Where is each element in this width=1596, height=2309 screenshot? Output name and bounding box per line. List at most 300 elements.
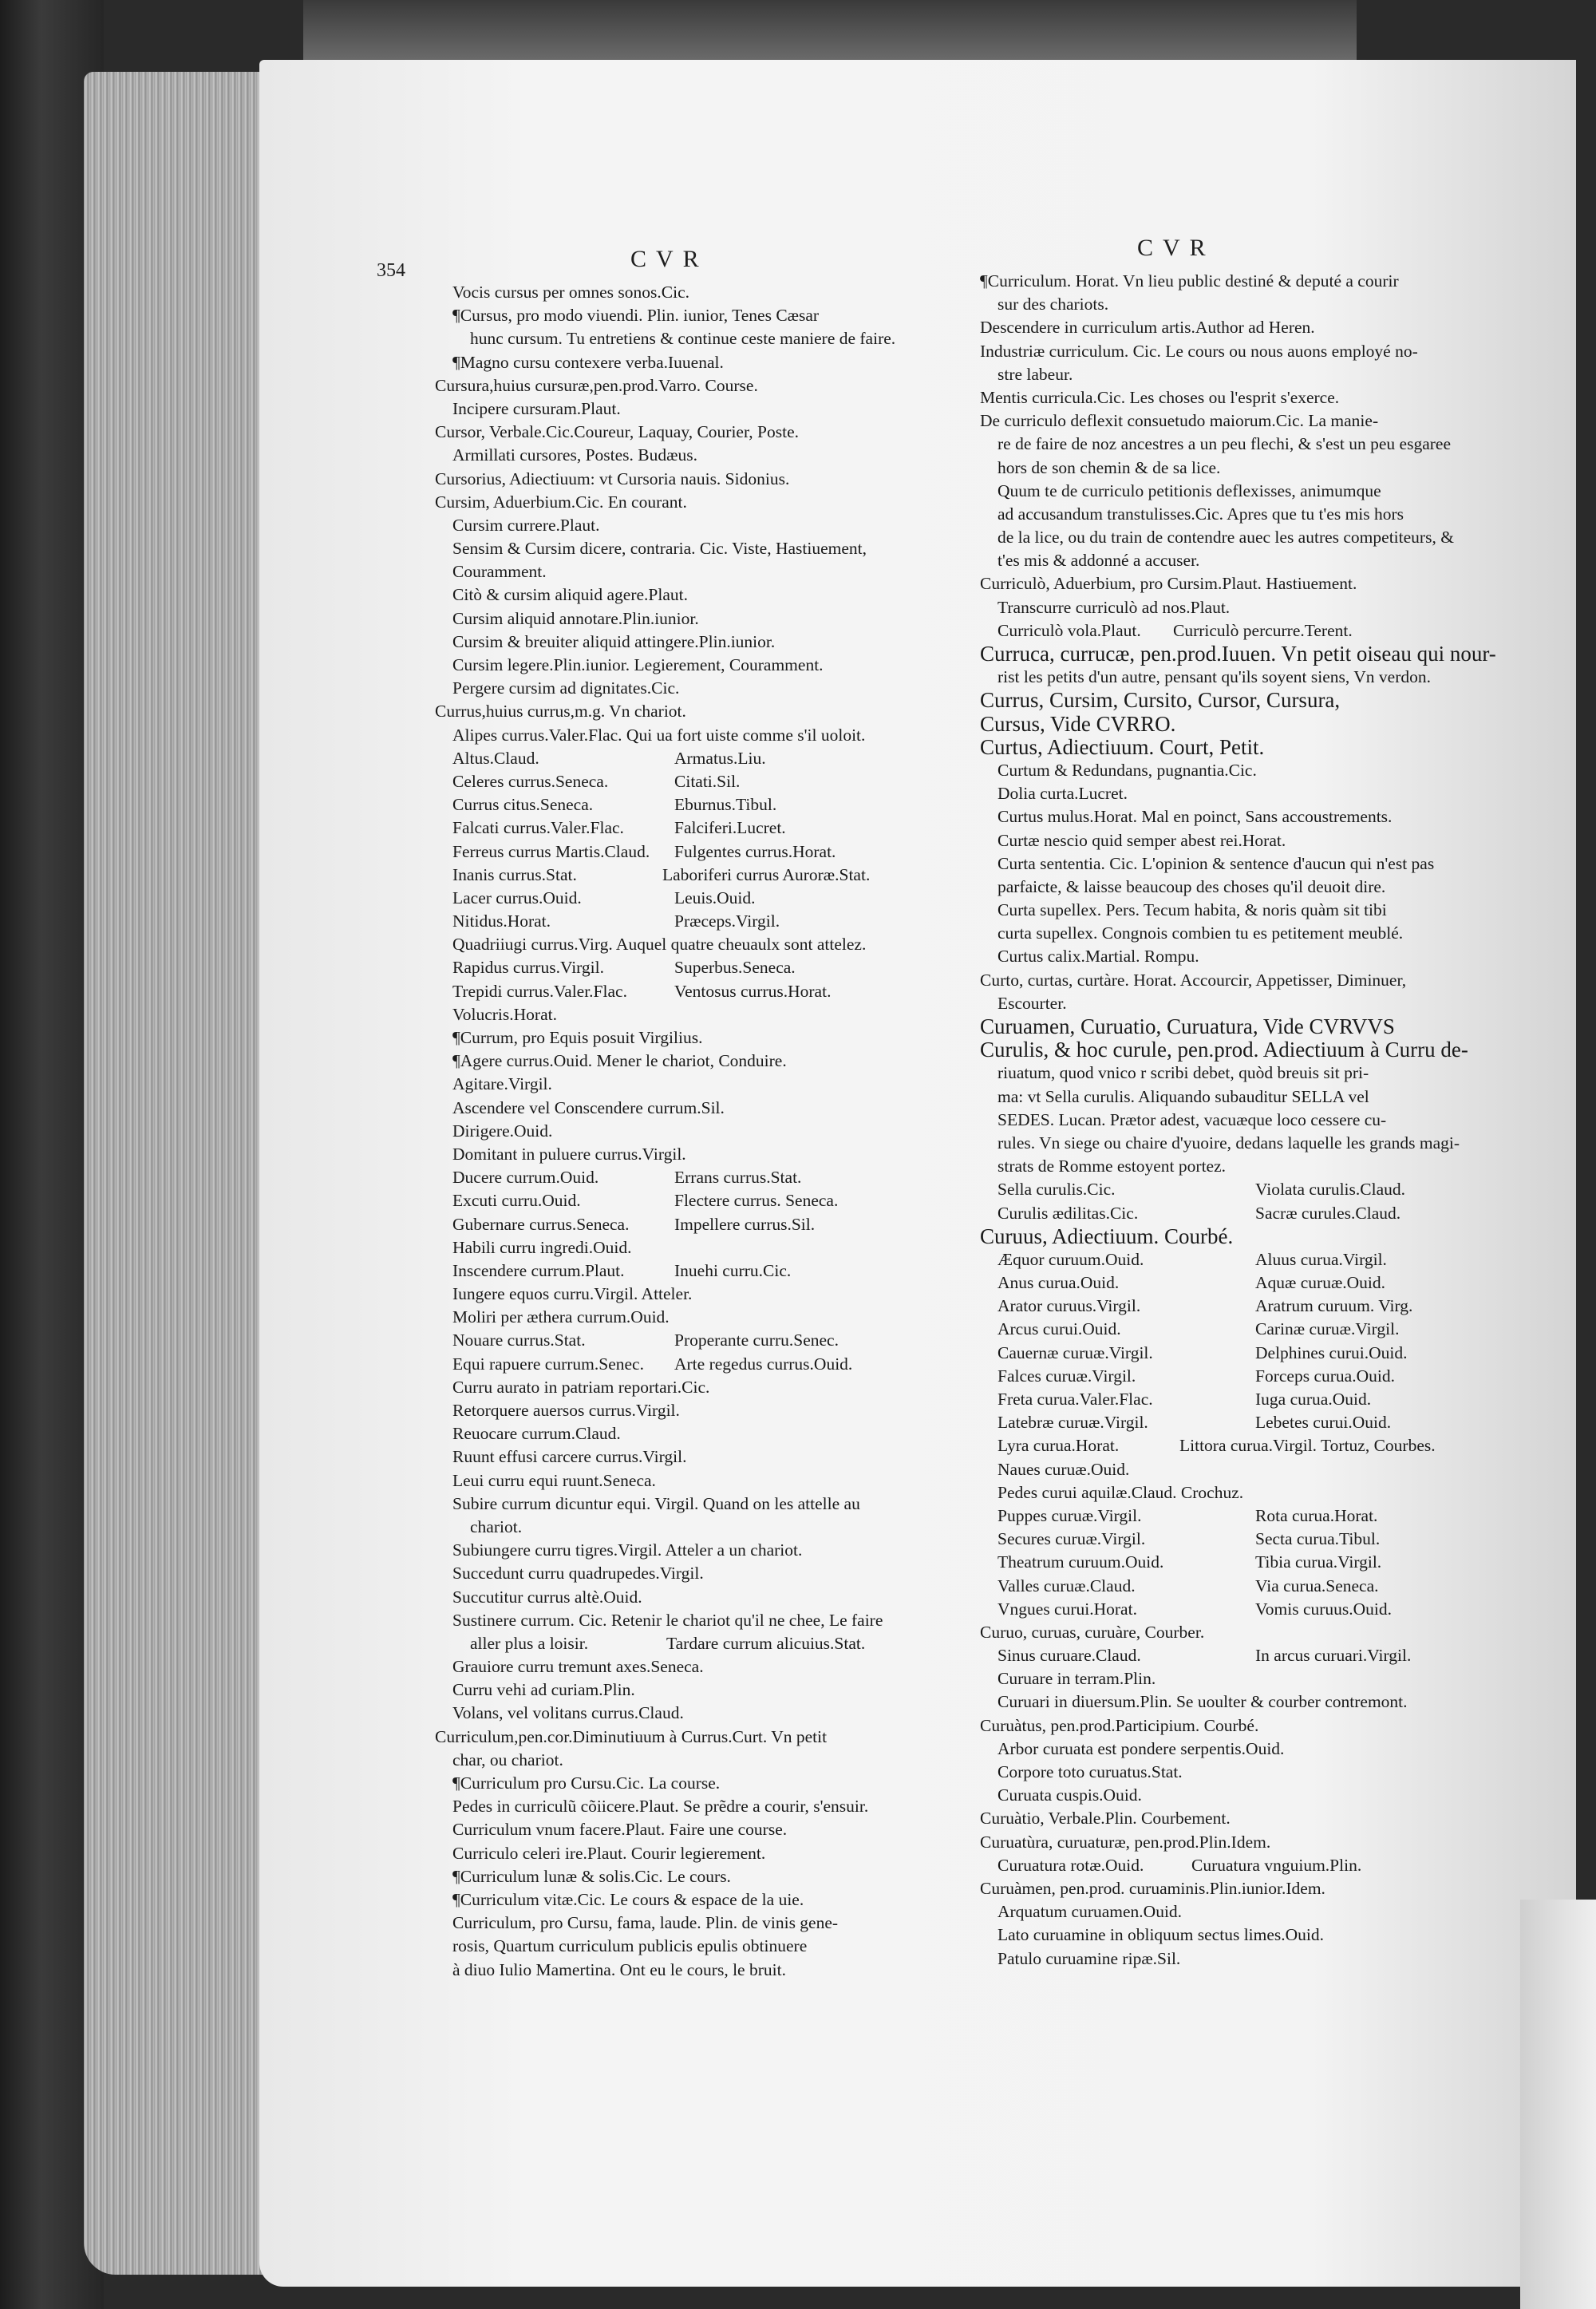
dictionary-line: [435, 700, 938, 723]
entry-text: Valles curuæ.Claud.: [998, 1576, 1136, 1595]
page-number: 354: [377, 260, 405, 281]
dictionary-line: [980, 852, 1451, 876]
dictionary-line: [435, 560, 938, 583]
entry-text: Latebræ curuæ.Virgil.: [998, 1413, 1148, 1433]
dictionary-line: [435, 1026, 938, 1050]
entry-text-second: Aratrum curuum. Virg.: [1255, 1296, 1413, 1316]
dictionary-line: [435, 1609, 938, 1632]
entry-text-second: Eburnus.Tibul.: [674, 795, 777, 815]
dictionary-line: [980, 969, 1451, 992]
entry-text: Sella curulis.Cic.: [998, 1180, 1116, 1200]
entry-text: chariot.: [470, 1516, 523, 1536]
entry-text: Curtus mulus.Horat. Mal en poinct, Sans accoustrements.: [998, 807, 1393, 827]
dictionary-line: [980, 572, 1451, 595]
dictionary-line: [980, 1690, 1451, 1714]
dictionary-line: [435, 491, 938, 514]
dictionary-line: [435, 770, 938, 793]
dictionary-line: [435, 1189, 938, 1212]
entry-text-second: Properante curru.Senec.: [674, 1330, 839, 1350]
entry-text: ¶Curriculum vitæ.Cic. Le cours & espace de la uie.: [452, 1889, 804, 1909]
dictionary-line: [980, 713, 1451, 736]
entry-text: Habili curru ingredi.Ouid.: [452, 1237, 632, 1257]
entry-text: Falcati currus.Valer.Flac.: [452, 818, 624, 838]
dictionary-line: [435, 1842, 938, 1865]
entry-text: Curriculò, Aduerbium, pro Cursim.Plaut. Hastiuement.: [980, 574, 1357, 594]
dictionary-line: [980, 759, 1451, 782]
dictionary-line: [435, 1586, 938, 1609]
dictionary-line: [435, 980, 938, 1003]
entry-text: Ferreus currus Martis.Claud.: [452, 841, 650, 861]
entry-text: Curtum & Redundans, pugnantia.Cic.: [998, 760, 1257, 780]
dictionary-line: [980, 1644, 1451, 1667]
dictionary-line: [435, 1562, 938, 1585]
entry-text: ¶Curriculum lunæ & solis.Cic. Le cours.: [452, 1866, 731, 1886]
dictionary-line: [435, 1912, 938, 1935]
entry-text-second: Curriculò percurre.Terent.: [1173, 620, 1353, 640]
entry-text: Transcurre curriculò ad nos.Plaut.: [998, 597, 1231, 617]
dictionary-line: [435, 1236, 938, 1259]
dictionary-line: [435, 374, 938, 397]
dictionary-line: [980, 1085, 1451, 1109]
entry-text-second: Armatus.Liu.: [674, 748, 766, 768]
entry-text: Industriæ curriculum. Cic. Le cours ou nous auons employé no-: [980, 341, 1418, 361]
dictionary-line: [980, 1504, 1451, 1528]
dictionary-line: [980, 1318, 1451, 1341]
entry-text: char, ou chariot.: [452, 1750, 563, 1769]
entry-text: Naues curuæ.Ouid.: [998, 1459, 1130, 1479]
entry-text: Agitare.Virgil.: [452, 1074, 552, 1094]
entry-text: à diuo Iulio Mamertina. Ont eu le cours, le bruit.: [452, 1959, 786, 1979]
entry-text: Anus curua.Ouid.: [998, 1273, 1120, 1293]
entry-text: rist les petits d'un autre, pensant qu'ils soyent siens, Vn verdon.: [998, 667, 1431, 687]
entry-text: Curtæ nescio quid semper abest rei.Horat.: [998, 830, 1286, 850]
entry-text: t'es mis & addonné a accuser.: [998, 551, 1200, 571]
dictionary-line: [980, 457, 1451, 480]
entry-text: Curuàtio, Verbale.Plin. Courbement.: [980, 1809, 1231, 1829]
entry-text: Curriculum vnum facere.Plaut. Faire une course.: [452, 1820, 788, 1840]
dictionary-line: [435, 816, 938, 840]
entry-text: Arquatum curuamen.Ouid.: [998, 1902, 1183, 1922]
entry-text: Leui curru equi ruunt.Seneca.: [452, 1470, 656, 1490]
dictionary-line: [980, 1225, 1451, 1248]
dictionary-line: [980, 526, 1454, 549]
dictionary-line: [435, 1143, 938, 1166]
dictionary-line: [980, 1411, 1451, 1434]
entry-text-second: Flectere currus. Seneca.: [674, 1191, 839, 1211]
entry-text: Curriculum, pro Cursu, fama, laude. Plin. de vinis gene-: [452, 1913, 839, 1933]
entry-text: Currus, Cursim, Cursito, Cursor, Cursura,: [980, 688, 1341, 713]
entry-text: Theatrum curuum.Ouid.: [998, 1552, 1164, 1572]
entry-text: re de faire de noz ancestres a un peu flechi, & s'est un peu esgaree: [998, 434, 1451, 454]
entry-text-second: Secta curua.Tibul.: [1255, 1529, 1381, 1549]
dictionary-line: [980, 1434, 1451, 1457]
entry-text: rosis, Quartum curriculum publicis epulis obtinuere: [452, 1936, 808, 1956]
dictionary-line: [980, 293, 1451, 316]
dictionary-line: [980, 829, 1451, 852]
entry-text-second: Laboriferi currus Auroræ.Stat.: [662, 864, 871, 884]
dictionary-line: [980, 1271, 1451, 1295]
entry-text-second: Lebetes curui.Ouid.: [1255, 1413, 1392, 1433]
entry-text: Volans, vel volitans currus.Claud.: [452, 1703, 684, 1723]
entry-text: Subiungere curru tigres.Virgil. Atteler a un chariot.: [452, 1540, 803, 1560]
dictionary-line: [435, 304, 938, 327]
entry-text: ¶Currum, pro Equis posuit Virgilius.: [452, 1028, 703, 1047]
entry-text: Patulo curuamine ripæ.Sil.: [998, 1948, 1181, 1968]
dictionary-line: [435, 1749, 938, 1772]
entry-text: Incipere cursuram.Plaut.: [452, 398, 621, 418]
dictionary-line: [980, 782, 1451, 805]
entry-text-second: Forceps curua.Ouid.: [1255, 1366, 1395, 1386]
entry-text: Curuo, curuas, curuàre, Courber.: [980, 1622, 1205, 1642]
book-cover-top: [303, 0, 1357, 60]
entry-text: Pergere cursim ad dignitates.Cic.: [452, 678, 680, 698]
dictionary-line: [435, 793, 938, 816]
dictionary-line: [435, 1865, 938, 1888]
dictionary-line: [435, 1539, 938, 1562]
entry-text: Curta sententia. Cic. L'opinion & sentence d'aucun qui n'est pas: [998, 853, 1435, 873]
dictionary-line: [980, 689, 1451, 712]
dictionary-line: [435, 1516, 938, 1539]
dictionary-line: [980, 899, 1451, 922]
entry-text: Altus.Claud.: [452, 748, 539, 768]
dictionary-line: [435, 1399, 938, 1422]
dictionary-line: [980, 945, 1451, 968]
entry-text: Ruunt effusi carcere currus.Virgil.: [452, 1447, 687, 1467]
entry-text: Curriculo celeri ire.Plaut. Courir legierement.: [452, 1843, 766, 1863]
dictionary-line: [435, 537, 938, 560]
dictionary-line: [435, 1306, 938, 1329]
entry-text: Couramment.: [452, 562, 547, 582]
entry-text: Nouare currus.Stat.: [452, 1330, 586, 1350]
dictionary-line: [980, 409, 1451, 433]
entry-text: Curulis ædilitas.Cic.: [998, 1203, 1139, 1223]
entry-text: Excuti curru.Ouid.: [452, 1191, 581, 1211]
entry-text: Curtus calix.Martial. Rompu.: [998, 947, 1199, 967]
entry-text: Vocis cursus per omnes sonos.Cic.: [452, 283, 690, 302]
left-column: [435, 281, 938, 1982]
right-column: [980, 270, 1496, 1971]
dictionary-line: [980, 1807, 1451, 1830]
dictionary-line: [980, 1738, 1451, 1761]
entry-text: Curriculò vola.Plaut.: [998, 620, 1141, 640]
dictionary-line: [980, 1178, 1451, 1201]
dictionary-line: [980, 1342, 1451, 1365]
entry-text: ¶Agere currus.Ouid. Mener le chariot, Conduire.: [452, 1051, 787, 1071]
entry-text-second: Tibia curua.Virgil.: [1255, 1552, 1382, 1572]
entry-text: Trepidi currus.Valer.Flac.: [452, 981, 627, 1001]
dictionary-line: [980, 619, 1451, 642]
dictionary-line: [435, 1655, 938, 1678]
entry-text: Curuàtus, pen.prod.Participium. Courbé.: [980, 1715, 1259, 1735]
dictionary-line: [435, 1935, 938, 1958]
entry-text: Cursim currere.Plaut.: [452, 515, 600, 535]
entry-text: Curta supellex. Pers. Tecum habita, & noris quàm sit tibi: [998, 900, 1387, 920]
entry-text: Sustinere currum. Cic. Retenir le chariot qu'il ne chee, Le faire: [452, 1610, 883, 1630]
page-block-edge: [84, 72, 267, 2275]
entry-text: Curuàmen, pen.prod. curuaminis.Plin.iunior.Idem.: [980, 1878, 1325, 1898]
dictionary-line: [435, 1445, 938, 1469]
dictionary-line: [435, 840, 938, 864]
dictionary-line: [980, 1528, 1451, 1551]
entry-text-second: Littora curua.Virgil. Tortuz, Courbes.: [1179, 1436, 1436, 1456]
entry-text: Corpore toto curuatus.Stat.: [998, 1762, 1183, 1781]
entry-text: Curto, curtas, curtàre. Horat. Accourcir, Appetisser, Diminuer,: [980, 970, 1407, 990]
entry-text: ad accusandum transtulisses.Cic. Apres que tu t'es mis hors: [998, 504, 1404, 524]
entry-text: Curuari in diuersum.Plin. Se uoulter & courber contremont.: [998, 1692, 1408, 1712]
dictionary-line: [980, 922, 1451, 945]
entry-text: Cursura,huius cursuræ,pen.prod.Varro. Course.: [435, 375, 758, 395]
facing-page-edge: [1520, 1900, 1596, 2309]
dictionary-line: [980, 1062, 1451, 1085]
entry-text-second: Sacræ curules.Claud.: [1255, 1203, 1401, 1223]
dictionary-line: [435, 1818, 938, 1841]
dictionary-line: [980, 1038, 1468, 1062]
entry-text: Cursim legere.Plin.iunior. Legierement, Couramment.: [452, 655, 824, 674]
dictionary-line: [980, 596, 1451, 619]
dictionary-line: [980, 1947, 1451, 1971]
dictionary-line: [435, 1726, 938, 1749]
entry-text: Equi rapuere currum.Senec.: [452, 1354, 644, 1374]
dictionary-line: [980, 1015, 1451, 1038]
dictionary-line: [435, 1702, 938, 1725]
entry-text: Retorquere auersos currus.Virgil.: [452, 1401, 680, 1420]
entry-text: Volucris.Horat.: [452, 1004, 557, 1024]
entry-text: Celeres currus.Seneca.: [452, 771, 609, 791]
dictionary-line: [435, 583, 938, 607]
dictionary-line: [435, 1678, 938, 1702]
entry-text: Curuare in terram.Plin.: [998, 1669, 1156, 1689]
entry-text: Freta curua.Valer.Flac.: [998, 1390, 1153, 1409]
dictionary-line: [980, 1598, 1451, 1621]
dictionary-line: [435, 1422, 938, 1445]
dictionary-line: [980, 1621, 1451, 1644]
dictionary-line: [980, 1784, 1451, 1807]
entry-text: Dolia curta.Lucret.: [998, 784, 1128, 804]
entry-text: ma: vt Sella curulis. Aliquando subauditur SELLA vel: [998, 1086, 1369, 1106]
dictionary-line: [980, 1295, 1451, 1318]
entry-text: Secures curuæ.Virgil.: [998, 1529, 1146, 1549]
entry-text: Curuamen, Curuatio, Curuatura, Vide CVRVVS: [980, 1014, 1395, 1038]
running-head-right: CVR: [1137, 235, 1215, 261]
entry-text: strats de Romme estoyent portez.: [998, 1156, 1226, 1176]
dictionary-line: [435, 1795, 938, 1818]
entry-text: riuatum, quod vnico r scribi debet, quòd breuis sit pri-: [998, 1063, 1369, 1083]
entry-text: Curuata cuspis.Ouid.: [998, 1785, 1142, 1805]
dictionary-line: [435, 1353, 938, 1376]
dictionary-line: [980, 805, 1451, 828]
entry-text-second: Aluus curua.Virgil.: [1255, 1249, 1387, 1269]
dictionary-line: [435, 1959, 938, 1982]
entry-text: Currus citus.Seneca.: [452, 795, 594, 815]
dictionary-line: [980, 363, 1451, 386]
entry-text: Succedunt curru quadrupedes.Virgil.: [452, 1564, 704, 1583]
entry-text: hunc cursum. Tu entretiens & continue ceste maniere de faire.: [470, 329, 896, 349]
dictionary-line: [435, 281, 938, 304]
entry-text: Puppes curuæ.Virgil.: [998, 1505, 1142, 1525]
entry-text: Citò & cursim aliquid agere.Plaut.: [452, 585, 688, 605]
entry-text-second: Via curua.Seneca.: [1255, 1576, 1379, 1595]
entry-text-second: Delphines curui.Ouid.: [1255, 1342, 1408, 1362]
dictionary-line: [435, 1050, 938, 1073]
entry-text: Escourter.: [998, 993, 1067, 1013]
dictionary-line: [980, 549, 1451, 572]
entry-text: Nitidus.Horat.: [452, 911, 551, 931]
entry-text: Mentis curricula.Cic. Les choses ou l'esprit s'exerce.: [980, 387, 1340, 407]
entry-text: ¶Cursus, pro modo viuendi. Plin. iunior, Tenes Cæsar: [452, 306, 820, 326]
entry-text: Cursim aliquid annotare.Plin.iunior.: [452, 608, 699, 628]
entry-text: rules. Vn siege ou chaire d'yuoire, dedans laquelle les grands magi-: [998, 1133, 1460, 1153]
entry-text: curta supellex. Congnois combien tu es petitement meublé.: [998, 923, 1404, 943]
dictionary-line: [435, 444, 938, 467]
dictionary-line: [980, 1924, 1451, 1947]
entry-text: Alipes currus.Valer.Flac. Qui ua fort uiste comme s'il uoloit.: [452, 725, 866, 745]
entry-text: Rapidus currus.Virgil.: [452, 958, 605, 978]
dictionary-line: [435, 887, 938, 910]
entry-text: Subire currum dicuntur equi. Virgil. Quand on les attelle au: [452, 1493, 860, 1513]
entry-text: Cursorius, Adiectiuum: vt Cursoria nauis. Sidonius.: [435, 469, 790, 488]
entry-text: Succutitur currus altè.Ouid.: [452, 1587, 642, 1607]
dictionary-line: [435, 421, 938, 444]
dictionary-line: [980, 480, 1451, 503]
entry-text: Armillati cursores, Postes. Budæus.: [452, 445, 697, 465]
dictionary-line: [980, 1388, 1451, 1411]
entry-text: Moliri per æthera currum.Ouid.: [452, 1307, 670, 1327]
entry-text-second: Præceps.Virgil.: [674, 911, 780, 931]
entry-text-second: Vomis curuus.Ouid.: [1255, 1599, 1393, 1619]
entry-text: Æquor curuum.Ouid.: [998, 1249, 1144, 1269]
entry-text: Gubernare currus.Seneca.: [452, 1214, 630, 1234]
dictionary-line: [435, 747, 938, 770]
dictionary-line: [980, 642, 1496, 666]
dictionary-line: [435, 514, 938, 537]
entry-text: Inscendere currum.Plaut.: [452, 1260, 625, 1280]
dictionary-line: [435, 1283, 938, 1306]
dictionary-line: [435, 1097, 938, 1120]
dictionary-line: [980, 1481, 1451, 1504]
dictionary-line: [980, 1109, 1451, 1132]
dictionary-line: [980, 1132, 1460, 1155]
entry-text: Ascendere vel Conscendere currum.Sil.: [452, 1097, 725, 1117]
entry-text: Cursus, Vide CVRRO.: [980, 711, 1176, 736]
entry-text: hors de son chemin & de sa lice.: [998, 457, 1221, 477]
entry-text: Curriculum,pen.cor.Diminutiuum à Currus.Curt. Vn petit: [435, 1726, 828, 1746]
entry-text: Curruca, currucæ, pen.prod.Iuuen. Vn petit oiseau qui nour-: [980, 642, 1496, 666]
dictionary-line: [435, 397, 938, 421]
entry-text: aller plus a loisir.: [470, 1633, 589, 1653]
entry-text-second: Carinæ curuæ.Virgil.: [1255, 1319, 1400, 1339]
dictionary-line: [435, 654, 938, 677]
entry-text-second: Aquæ curuæ.Ouid.: [1255, 1273, 1386, 1293]
dictionary-line: [980, 1575, 1451, 1598]
entry-text: parfaicte, & laisse beaucoup des choses qu'il deuoit dire.: [998, 876, 1386, 896]
dictionary-line: [435, 631, 938, 654]
entry-text-second: Iuga curua.Ouid.: [1255, 1390, 1372, 1409]
entry-text-second: Superbus.Seneca.: [674, 958, 796, 978]
dictionary-line: [980, 1458, 1451, 1481]
entry-text: Curulis, & hoc curule, pen.prod. Adiectiuum à Curru de-: [980, 1038, 1468, 1062]
dictionary-line: [980, 1854, 1451, 1877]
dictionary-line: [980, 386, 1451, 409]
dictionary-line: [980, 1365, 1451, 1388]
dictionary-line: [435, 1329, 938, 1352]
dictionary-line: [980, 1202, 1451, 1225]
entry-text: De curriculo deflexit consuetudo maiorum.Cic. La manie-: [980, 411, 1379, 431]
dictionary-line: [980, 1248, 1451, 1271]
dictionary-line: [435, 1632, 938, 1655]
entry-text: ¶Curriculum. Horat. Vn lieu public destiné & deputé a courir: [980, 271, 1399, 291]
entry-text: Curru vehi ad curiam.Plin.: [452, 1680, 635, 1700]
entry-text: Lacer currus.Ouid.: [452, 888, 582, 907]
entry-text: Pedes curui aquilæ.Claud. Crochuz.: [998, 1482, 1244, 1502]
entry-text: stre labeur.: [998, 364, 1073, 384]
entry-text: Sensim & Cursim dicere, contraria. Cic. Viste, Hastiuement,: [452, 539, 867, 559]
dictionary-line: [435, 1073, 938, 1096]
dictionary-line: [980, 736, 1451, 759]
dictionary-line: [435, 677, 938, 700]
entry-text: Dirigere.Ouid.: [452, 1121, 553, 1141]
entry-text: ¶Curriculum pro Cursu.Cic. La course.: [452, 1773, 721, 1793]
dictionary-line: [980, 666, 1451, 689]
entry-text: Ducere currum.Ouid.: [452, 1168, 599, 1188]
entry-text: Domitant in puluere currus.Virgil.: [452, 1144, 686, 1164]
entry-text-second: Errans currus.Stat.: [674, 1168, 802, 1188]
entry-text: Descendere in curriculum artis.Author ad Heren.: [980, 318, 1315, 338]
entry-text-second: Violata curulis.Claud.: [1255, 1180, 1405, 1200]
entry-text: Cursim, Aduerbium.Cic. En courant.: [435, 492, 687, 512]
dictionary-line: [435, 1772, 938, 1795]
dictionary-line: [435, 1376, 938, 1399]
entry-text: Cursim & breuiter aliquid attingere.Plin.iunior.: [452, 631, 776, 651]
running-head-left: CVR: [630, 246, 709, 272]
dictionary-line: [435, 864, 938, 887]
dictionary-line: [435, 1888, 938, 1912]
dictionary-line: [980, 1900, 1451, 1924]
entry-text-second: Citati.Sil.: [674, 771, 741, 791]
entry-text: Pedes in curriculũ cõiicere.Plaut. Se prẽdre a courir, s'ensuir.: [452, 1797, 869, 1817]
entry-text: de la lice, ou du train de contendre auec les autres competiteurs, &: [998, 528, 1454, 548]
entry-text: Sinus curuare.Claud.: [998, 1646, 1141, 1666]
dictionary-line: [435, 607, 938, 631]
entry-text: Cauernæ curuæ.Virgil.: [998, 1342, 1153, 1362]
dictionary-line: [980, 1551, 1451, 1574]
entry-text: Curuus, Adiectiuum. Courbé.: [980, 1224, 1234, 1248]
entry-text: Quadriiugi currus.Virg. Auquel quatre cheuaulx sont attelez.: [452, 935, 867, 955]
entry-text-second: Curuatura vnguium.Plin.: [1191, 1855, 1362, 1875]
dictionary-line: [980, 1155, 1451, 1178]
dictionary-line: [980, 992, 1451, 1015]
entry-text: Grauiore curru tremunt axes.Seneca.: [452, 1657, 704, 1677]
entry-text: SEDES. Lucan. Prætor adest, vacuæque loco cessere cu-: [998, 1109, 1387, 1129]
entry-text-second: Ventosus currus.Horat.: [674, 981, 832, 1001]
entry-text: Curru aurato in patriam reportari.Cic.: [452, 1377, 710, 1397]
dictionary-line: [435, 956, 938, 979]
entry-text: Cursor, Verbale.Cic.Coureur, Laquay, Courier, Poste.: [435, 422, 799, 442]
dictionary-line: [980, 316, 1451, 339]
dictionary-line: [435, 351, 938, 374]
entry-text: Lato curuamine in obliquum sectus limes.Ouid.: [998, 1925, 1325, 1945]
dictionary-line: [980, 340, 1451, 363]
entry-text-second: Falciferi.Lucret.: [674, 818, 786, 838]
dictionary-line: [980, 503, 1451, 526]
entry-text: Falces curuæ.Virgil.: [998, 1366, 1136, 1386]
entry-text: ¶Magno cursu contexere verba.Iuuenal.: [452, 352, 724, 372]
entry-text: Arbor curuata est pondere serpentis.Ouid.: [998, 1738, 1285, 1758]
dictionary-line: [435, 724, 938, 747]
dictionary-line: [435, 1120, 938, 1143]
dictionary-line: [435, 1003, 938, 1026]
entry-text-second: Impellere currus.Sil.: [674, 1214, 816, 1234]
entry-text: Currus,huius currus,m.g. Vn chariot.: [435, 702, 686, 722]
